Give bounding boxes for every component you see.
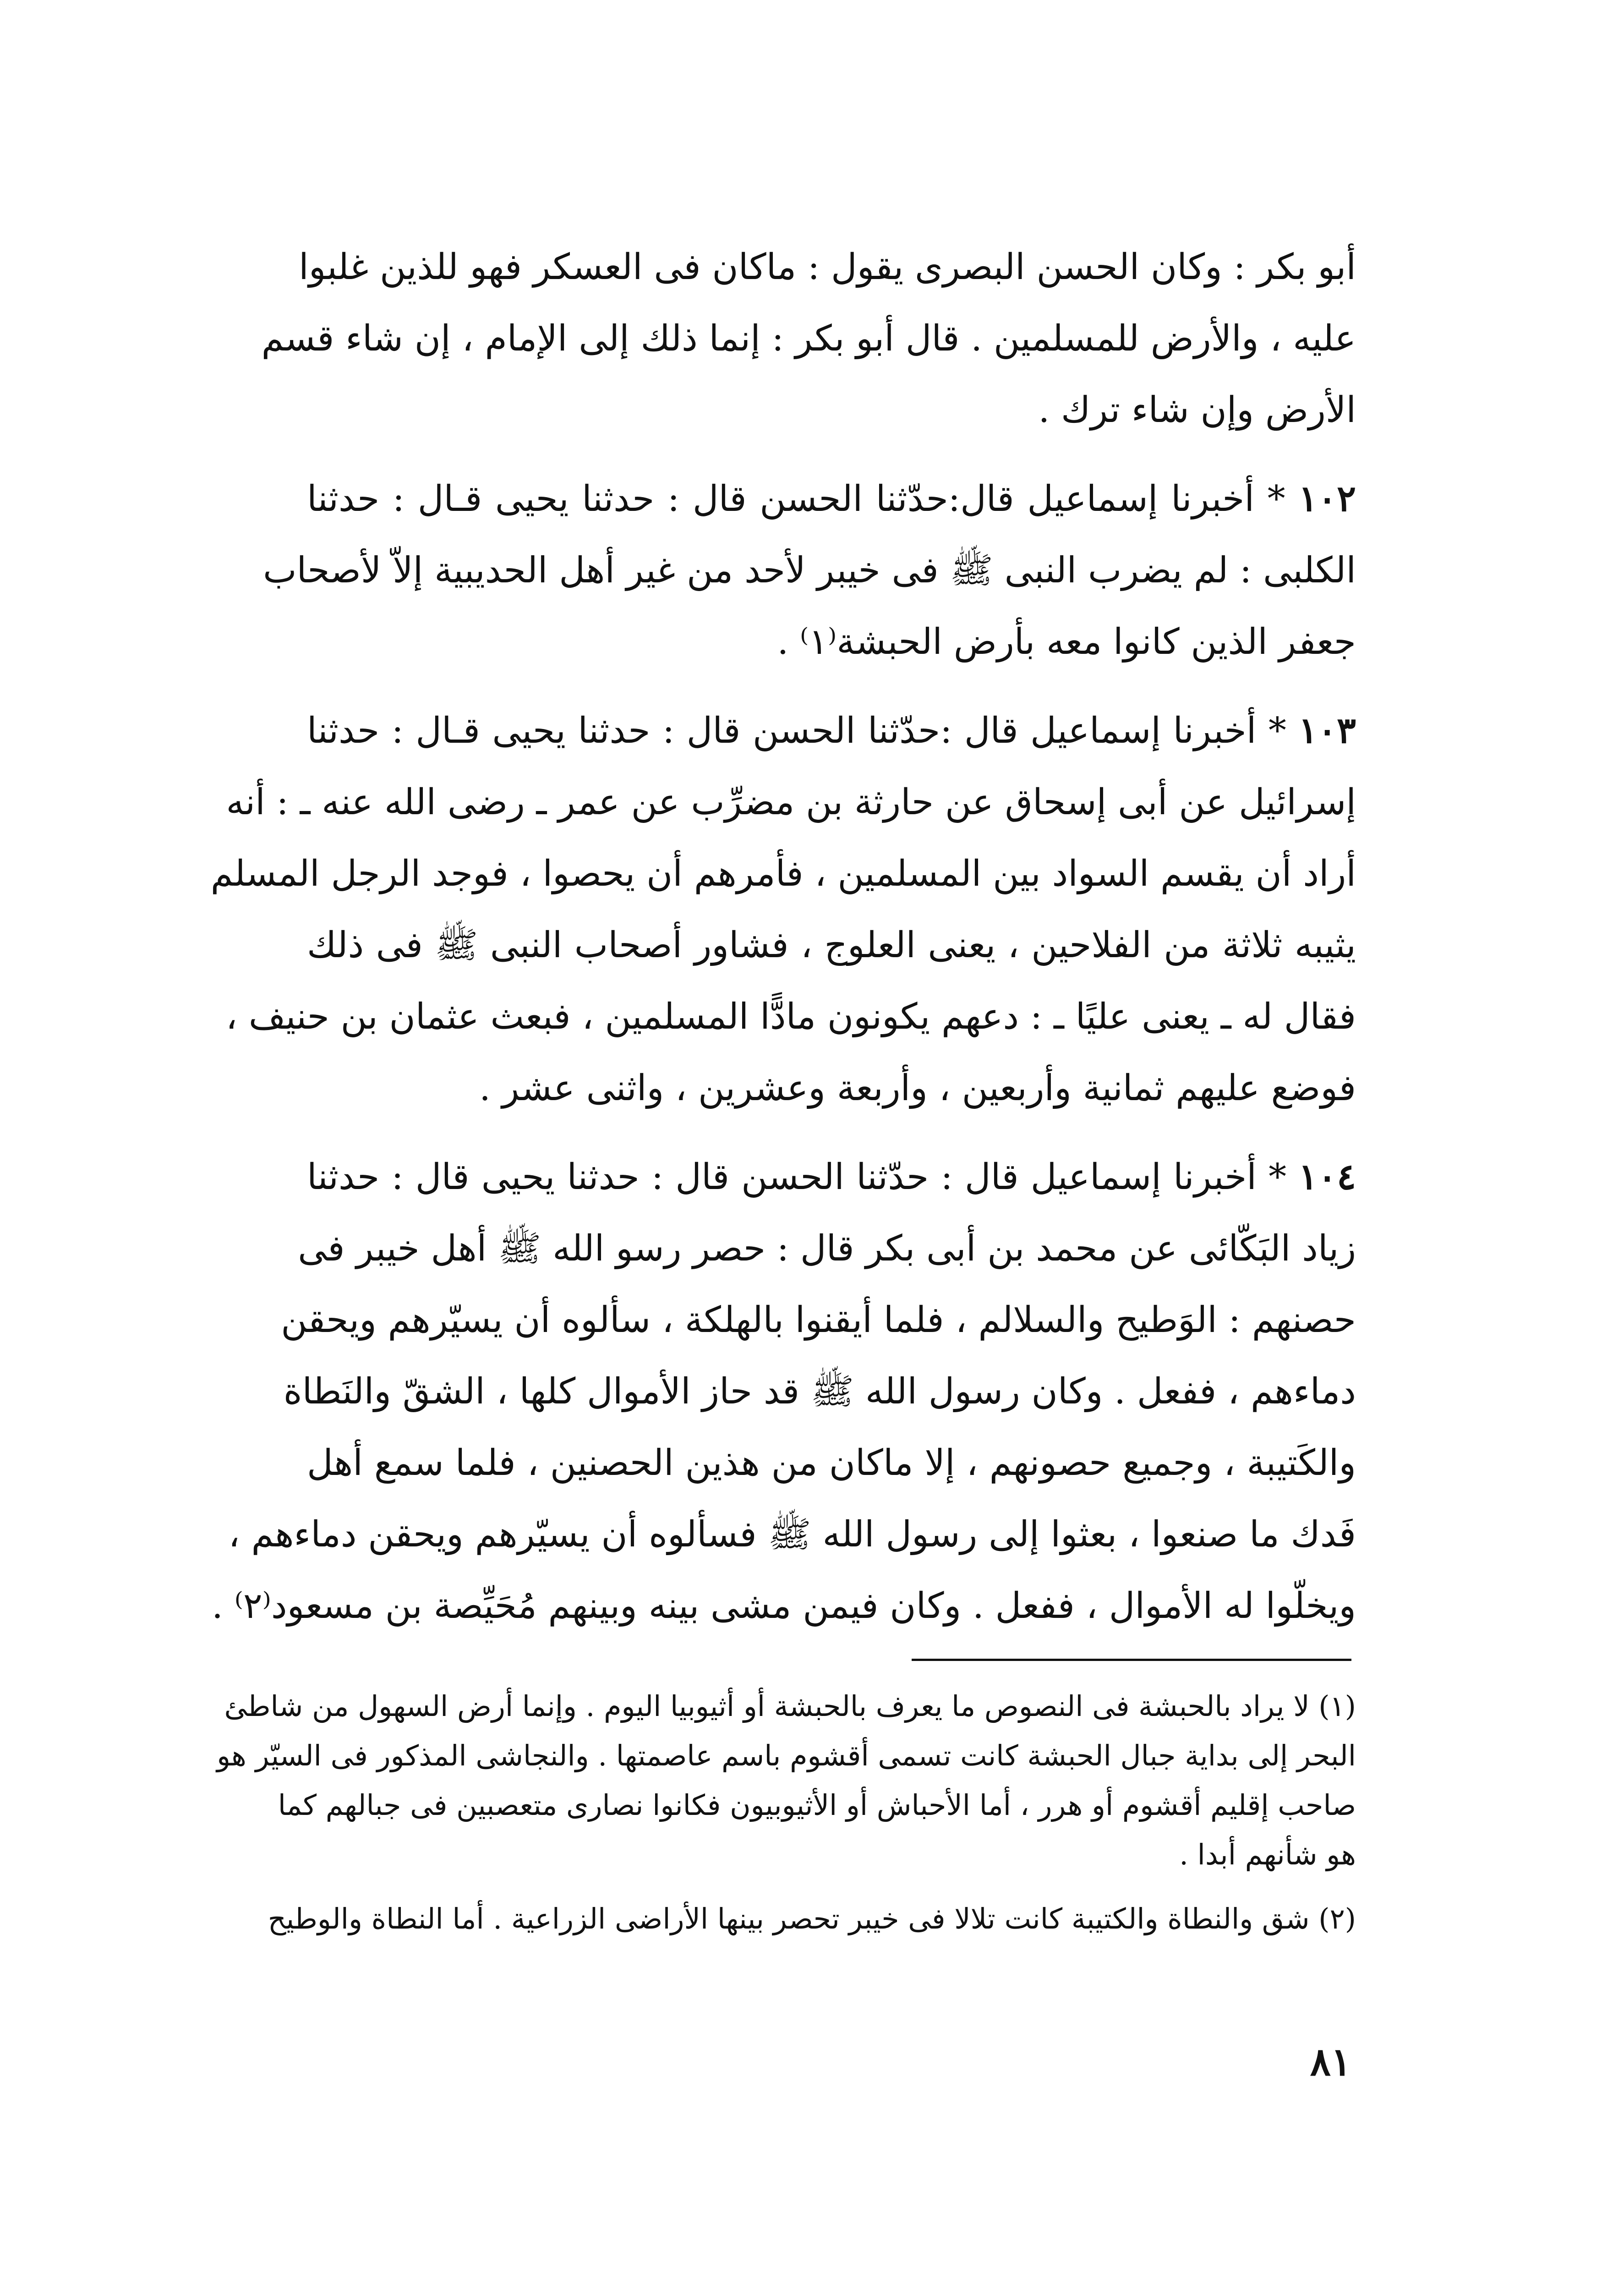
footnote-2 [268,1894,1356,1944]
text-line: زياد البَكّائى عن محمد بن أبى بكر قال : حصر رسو الله ﷺ أهل خيبر فى [298,1228,1356,1269]
footnote-line: صاحب إقليم أقشوم أو هرر ، أما الأحباش أو الأثيوبيون فكانوا نصارى متعصبين فى جبالهم كما [278,1788,1356,1822]
footnote-line: هو شأنهم أبدا . [1179,1838,1356,1871]
text-line: فقال له ـ يعنى عليًا ـ : دعهم يكونون مادًّا المسلمين ، فبعث عثمان بن حنيف ، [225,996,1356,1037]
paragraph-104 [212,1141,1356,1642]
text-line-body: * أخبرنا إسماعيل قال:حدّثنا الحسن قال : حدثنا يحيى قـال : حدثنا [307,478,1285,520]
text-line: عليه ، والأرض للمسلمين . قال أبو بكر : إنما ذلك إلى الإمام ، إن شاء قسم [261,318,1356,359]
text-line: حصنهم : الوَطيح والسلالم ، فلما أيقنوا بالهلكة ، سألوه أن يسيّرهم ويحقن [281,1299,1356,1341]
footnote-1 [217,1682,1356,1880]
text-line: أراد أن يقسم السواد بين المسلمين ، فأمرهم أن يحصوا ، فوجد الرجل المسلم [210,853,1356,894]
footnote-separator [912,1659,1351,1661]
text-line: جعفر الذين كانوا معه بأرض الحبشة⁽١⁾ . [777,621,1356,663]
text-line-body: * أخبرنا إسماعيل قال : حدّثنا الحسن قال : حدثنا يحيى قال : حدثنا [307,1156,1287,1198]
text-line: الكلبى : لم يضرب النبى ﷺ فى خيبر لأحد من غير أهل الحديبية إلاّ لأصحاب [263,550,1356,591]
text-line [307,1141,1356,1213]
footnote-line: (٢) شق والنطاة والكتيبة كانت تلالا فى خيبر تحصر بينها الأراضى الزراعية . أما النطاة والوطيح [268,1902,1356,1935]
main-text [210,231,1356,1642]
text-line: فوضع عليهم ثمانية وأربعين ، وأربعة وعشرين ، واثنى عشر . [479,1068,1356,1109]
paragraph-number: ١٠٤ [1298,1156,1356,1198]
paragraph-102 [263,463,1356,678]
text-line: دماءهم ، ففعل . وكان رسول الله ﷺ قد حاز الأموال كلها ، الشقّ والنَطاة [283,1371,1356,1412]
footnotes [217,1682,1356,1944]
paragraph-intro [261,231,1356,446]
text-line: أبو بكر : وكان الحسن البصرى يقول : ماكان فى العسكر فهو للذين غلبوا [299,247,1356,288]
text-line: إسرائيل عن أبى إسحاق عن حارثة بن مضرِّب عن عمر ـ رضى الله عنه ـ : أنه [226,782,1356,823]
paragraph-number: ١٠٣ [1298,710,1356,751]
page-number: ٨١ [1310,2039,1351,2084]
text-line [307,695,1356,767]
paragraph-number: ١٠٢ [1298,478,1356,520]
footnote-line: (١) لا يراد بالحبشة فى النصوص ما يعرف بالحبشة أو أثيوبيا اليوم . وإنما أرض السهول من شاطئ [224,1689,1356,1723]
footnote-line: البحر إلى بداية جبال الحبشة كانت تسمى أقشوم باسم عاصمتها . والنجاشى المذكور فى السيّر هو [217,1739,1356,1772]
text-line: والكَتيبة ، وجميع حصونهم ، إلا ماكان من هذين الحصنين ، فلما سمع أهل [307,1442,1356,1484]
text-line: الأرض وإن شاء ترك . [1038,389,1356,431]
text-line: فَدك ما صنعوا ، بعثوا إلى رسول الله ﷺ فسألوه أن يسيّرهم ويحقن دماءهم ، [228,1514,1356,1555]
text-line: ويخلّوا له الأموال ، ففعل . وكان فيمن مشى بينه وبينهم مُحَيِّصة بن مسعود⁽٢⁾ . [212,1585,1356,1627]
paragraph-103 [210,695,1356,1124]
text-line [307,463,1356,535]
text-line: يثيبه ثلاثة من الفلاحين ، يعنى العلوج ، فشاور أصحاب النبى ﷺ فى ذلك [307,925,1356,966]
text-line-body: * أخبرنا إسماعيل قال :حدّثنا الحسن قال : حدثنا يحيى قـال : حدثنا [307,710,1286,751]
